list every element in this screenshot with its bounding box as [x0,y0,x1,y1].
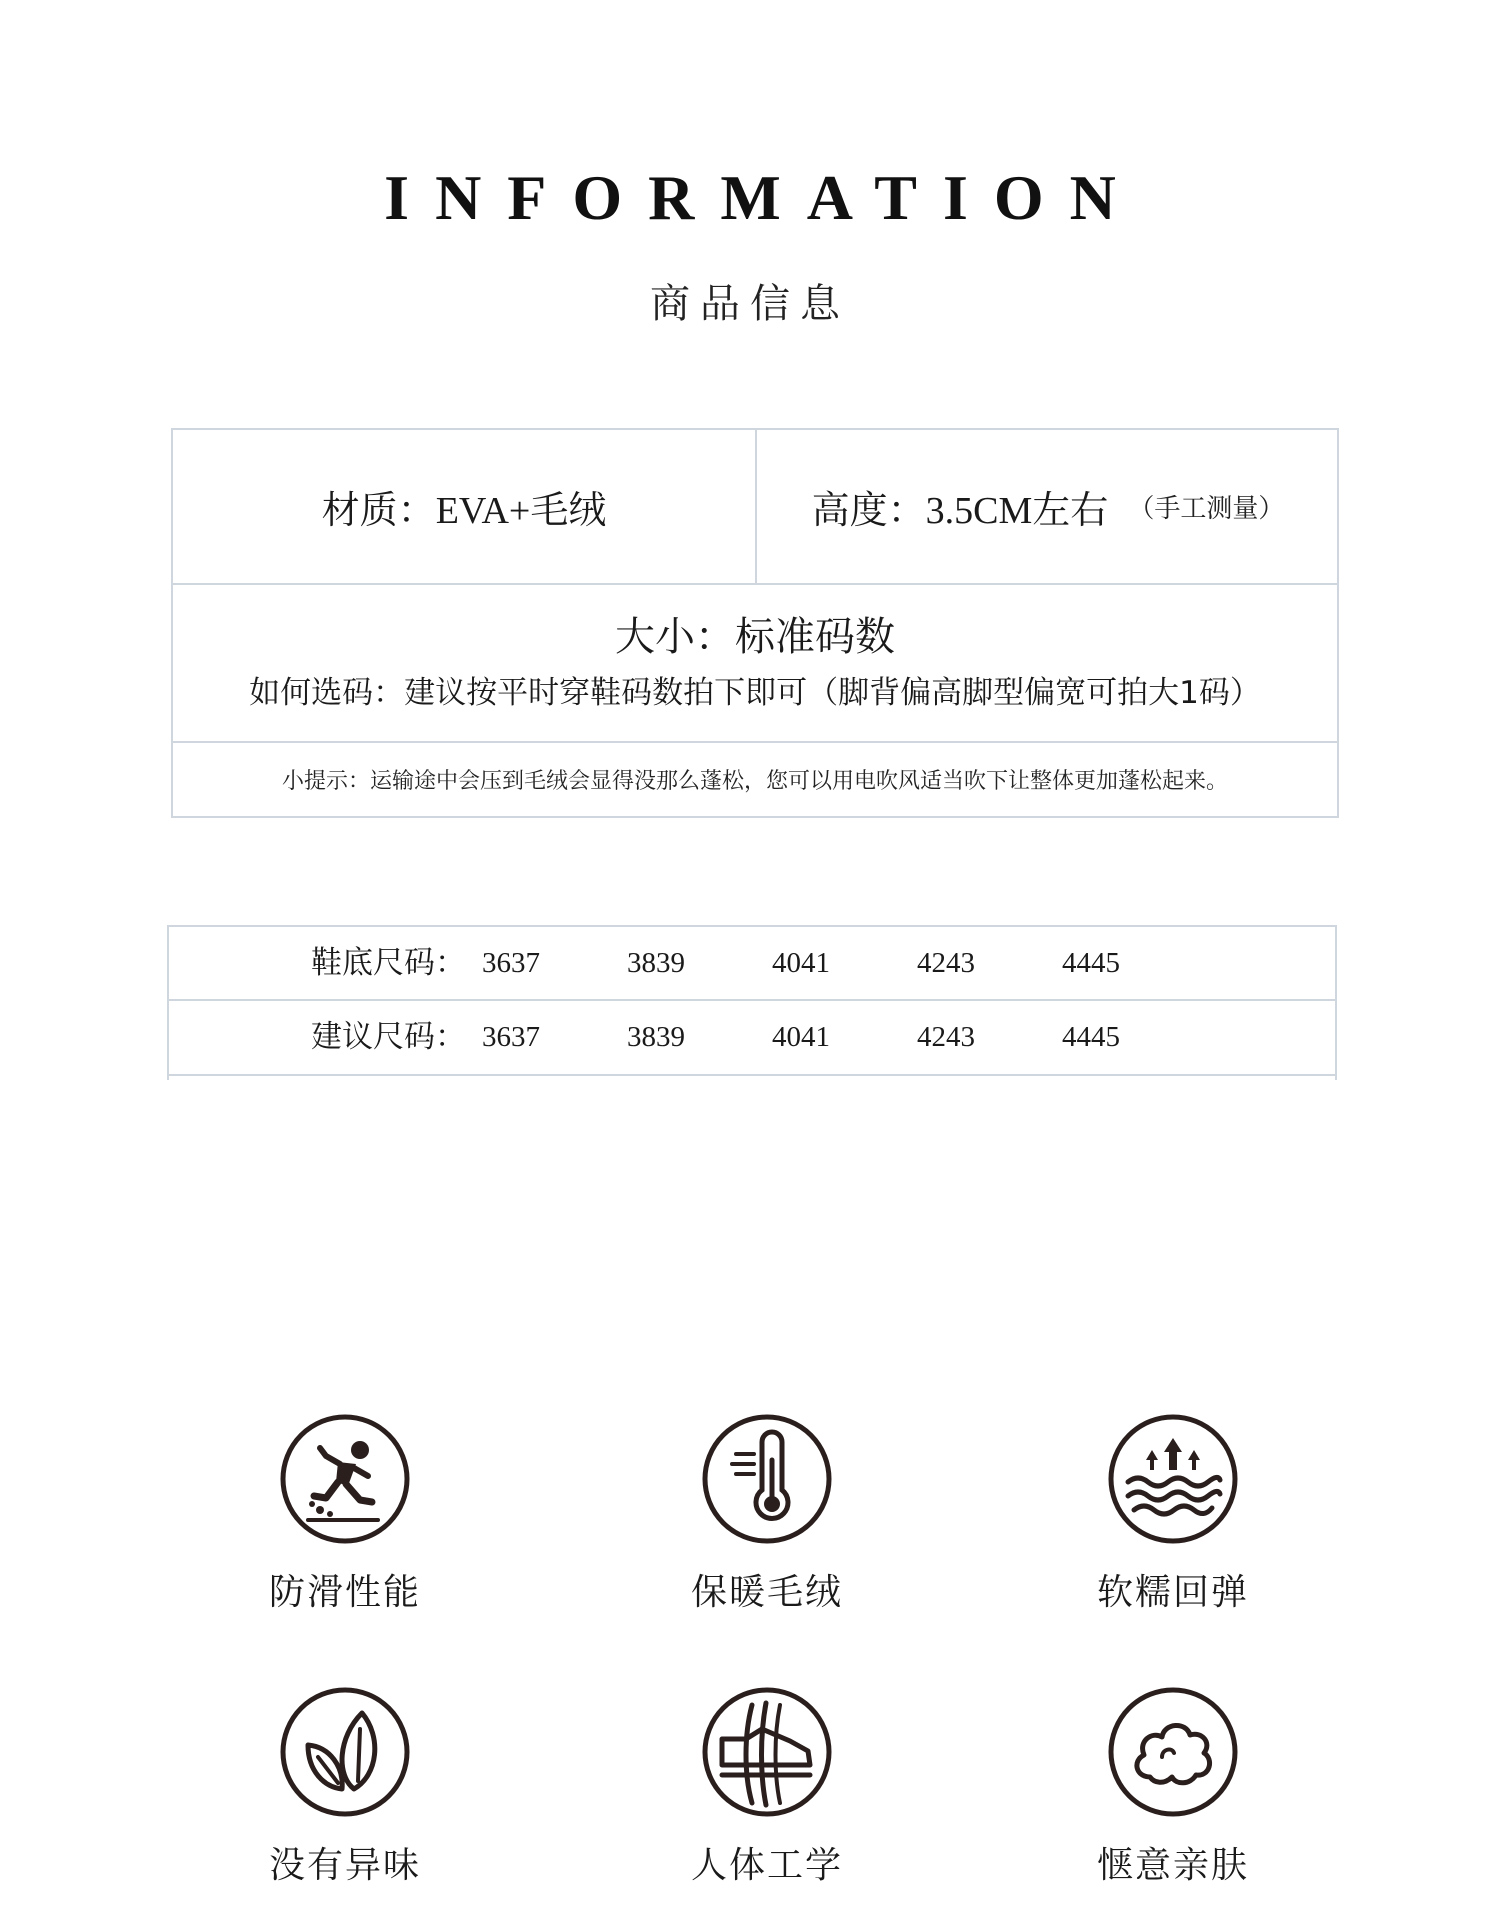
table-row [169,927,1335,1001]
feature-label: 没有异味 [268,1845,421,1886]
rebound-icon [1106,1412,1240,1546]
feature-label: 惬意亲肤 [1096,1845,1249,1886]
height-cell [757,430,1339,585]
anti-slip-icon [278,1412,412,1546]
table-cell: 4041 [772,1021,830,1053]
page-title: INFORMATION [384,162,1142,233]
table-cell: 3839 [627,1021,685,1053]
thermometer-icon [700,1412,834,1546]
feature-skin-friendly [1043,1685,1303,1889]
feature-label: 保暖毛绒 [690,1572,843,1613]
cloud-icon [1106,1685,1240,1819]
ergonomic-shoe-icon [700,1685,834,1819]
material-value: EVA+毛绒 [435,490,607,532]
height-value: 3.5CM左右 [925,490,1109,532]
table-cell: 4243 [917,1021,975,1053]
table-cell: 3637 [482,947,540,979]
row-label: 建议尺码： [311,1019,466,1055]
size-table [167,925,1337,1080]
tip-text: 小提示：运输途中会压到毛绒会显得没那么蓬松，您可以用电吹风适当吹下让整体更加蓬松起来。 [281,769,1228,794]
info-table [171,428,1339,818]
size-advice: 如何选码：建议按平时穿鞋码数拍下即可（脚背偏高脚型偏宽可拍大1码） [249,675,1261,711]
material-label: 材质： [321,488,436,532]
feature-rebound [1043,1412,1303,1616]
feature-label: 人体工学 [690,1845,843,1886]
table-cell: 3637 [482,1021,540,1053]
size-title: 大小：标准码数 [615,614,895,660]
table-cell: 4445 [1062,1021,1120,1053]
table-cell: 4243 [917,947,975,979]
leaf-icon [278,1685,412,1819]
table-row [169,1001,1335,1076]
height-note: （手工测量） [1128,494,1285,524]
table-cell: 4445 [1062,947,1120,979]
feature-label: 防滑性能 [268,1572,421,1613]
material-cell [173,430,757,585]
feature-no-odor [215,1685,475,1889]
height-label: 高度： [811,488,926,532]
size-cell [173,585,1337,743]
page-subtitle: 商品信息 [650,281,850,327]
feature-label: 软糯回弹 [1096,1572,1249,1613]
row-label: 鞋底尺码： [311,945,466,981]
feature-warm [637,1412,897,1616]
tip-cell [173,743,1337,816]
table-cell: 4041 [772,947,830,979]
feature-anti-slip [215,1412,475,1616]
feature-ergonomic [637,1685,897,1889]
table-cell: 3839 [627,947,685,979]
